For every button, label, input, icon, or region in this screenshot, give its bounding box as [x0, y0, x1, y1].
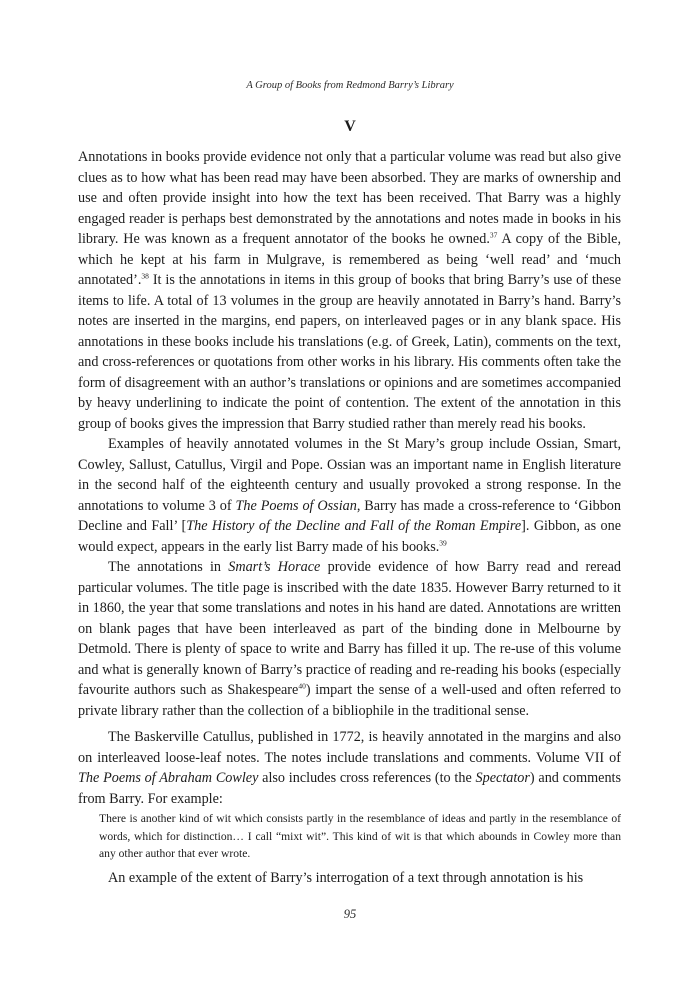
paragraph-1-text-b: A copy of the Bible, which he kept at his farm in Mulgrave, is remembered as being ‘well read’ and ‘much annotated’. — [78, 231, 621, 288]
footnote-marker-38: 38 — [141, 271, 149, 281]
paragraph-4-text-c: ) and comments from Barry. For example: — [78, 770, 621, 807]
paragraph-4-text-a: The Baskerville Catullus, published in 1772, is heavily annotated in the margins and also on interleaved loose-leaf notes. The notes include translations and comments. Volume VII of — [78, 729, 621, 766]
paragraph-2-text-b: , Barry has made a cross-reference to ‘Gibbon Decline and Fall’ [ — [78, 497, 621, 534]
paragraph-1-text-c: It is the annotations in items in this group of books that bring Barry’s use of these items to life. A total of 13 volumes in the group are heavily annotated in Barry’s hand. Barry’s notes are inserted in the margins, end papers, on interleaved pages or in any blank space. His annotations in these books include his translations (e.g. of Greek, Latin), comments on the text, and cross-references or quotations from other works in his library. His comments often take the form of disagreement with an author’s translations or opinions and are sometimes accompanied by heavy underlining to indicate the point of contention. The extent of the annotation in this group of books gives the impression that Barry studied rather than merely read his books. — [78, 272, 621, 432]
book-title-ossian: The Poems of Ossian — [235, 497, 357, 514]
body-text — [78, 147, 621, 888]
section-heading: V — [344, 118, 356, 135]
running-head: A Group of Books from Redmond Barry’s Library — [246, 80, 454, 91]
footnote-marker-39: 39 — [439, 537, 447, 547]
paragraph-3-text-c: ) impart the sense of a well-used and often referred to private library rather than the collection of a bibliophile in the traditional sense. — [78, 682, 621, 719]
paragraph-1-text-a: Annotations in books provide evidence not only that a particular volume was read but also give clues as to how what has been read may have been absorbed. They are marks of ownership and use and often provide insight into how the text has been received. That Barry was a highly engaged reader is perhaps best demonstrated by the annotations and notes made in books in his library. He was known as a frequent annotator of the books he owned. — [78, 149, 621, 247]
page-number: 95 — [343, 907, 357, 921]
paragraph-3 — [78, 557, 621, 721]
footnote-marker-40: 40 — [298, 681, 306, 691]
paragraph-3-text-a: The annotations in — [108, 559, 229, 575]
paragraph-1 — [78, 147, 621, 434]
paragraph-2-text-a: Examples of heavily annotated volumes in the St Mary’s group include Ossian, Smart, Cowley, Sallust, Catullus, Virgil and Pope. Ossian was an important name in English literature in the second half of the eighteenth century and usually provoked a strong response. In the annotations to volume 3 of — [78, 436, 621, 514]
paragraph-2-text-c: ]. Gibbon, as one would expect, appears in the early list Barry made of his books. — [78, 518, 621, 555]
book-title-spectator: Spectator — [475, 770, 530, 786]
book-title-cowley: The Poems of Abraham Cowley — [78, 770, 259, 786]
block-quote: There is another kind of wit which consists partly in the resemblance of ideas and partly in the resemblance of words, which for distinction… I call “mixt wit”. This kind of wit is that which abounds in Cowley more than any other author that ever wrote. — [99, 812, 621, 860]
book-title-smarts-horace: Smart’s Horace — [228, 559, 321, 575]
paragraph-4 — [78, 727, 621, 809]
book-title-gibbon: The History of the Decline and Fall of the Roman Empire — [186, 518, 522, 534]
paragraph-5: An example of the extent of Barry’s interrogation of a text through annotation is his — [108, 869, 584, 886]
footnote-marker-37: 37 — [489, 230, 498, 240]
paragraph-3-text-b: provide evidence of how Barry read and reread particular volumes. The title page is inscribed with the date 1835. However Barry returned to it in 1860, the year that some translations and notes in his hand are dated. Annotations are written on blank pages that have been interleaved as part of the binding done in Melbourne by Detmold. There is plenty of space to write and Barry has filled it up. The re-use of this volume and what is generally known of Barry’s practice of reading and re-reading his books (especially favourite authors such as Shakespeare — [78, 559, 621, 698]
paragraph-2 — [78, 434, 621, 557]
paragraph-4-text-b: also includes cross references (to the — [258, 770, 476, 786]
